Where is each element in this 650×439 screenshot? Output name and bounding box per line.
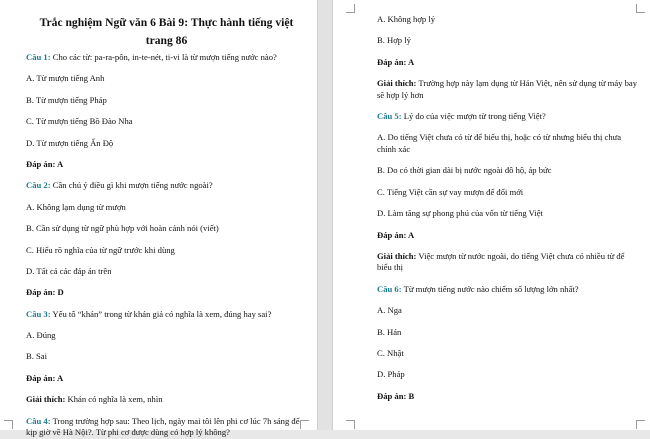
explanation-line (377, 78, 640, 101)
option-line: A. Do tiếng Việt chưa có từ để biểu thị, hoặc có từ nhưng biểu thị chưa chính xác (377, 132, 622, 154)
right-page (332, 0, 650, 430)
explanation-text: Việc mượn từ nước ngoài, do tiếng Việt chưa có nhiều từ để biểu thị (377, 250, 625, 273)
option-line: B. Sai (26, 351, 48, 362)
question-label: Câu 4: (26, 415, 51, 426)
corner-mark (346, 420, 355, 429)
corner-mark (300, 420, 309, 429)
option-line: C. Tiếng Việt cần sự vay mượn để đổi mới (377, 186, 524, 197)
right-content (377, 14, 640, 402)
question-line (26, 416, 307, 439)
answer-line: Đáp án: D (26, 287, 64, 298)
explanation-line (377, 251, 640, 274)
question-text: Cần chú ý điều gì khi mượn tiếng nước ngoài? (50, 180, 213, 191)
option-line: D. Tất cả các đáp án trên (26, 265, 112, 276)
question-label: Câu 1: (26, 52, 51, 62)
option-line: D. Từ mượn tiếng Ấn Độ (26, 137, 114, 148)
option-line: C. Từ mượn tiếng Bồ Đào Nha (26, 116, 133, 127)
answer-line: Đáp án: A (26, 372, 64, 383)
question-text: Lý do của việc mượn từ trong tiếng Việt? (401, 111, 546, 122)
answer-line: Đáp án: A (377, 56, 415, 67)
question-line (26, 309, 307, 321)
explanation-line (26, 394, 307, 406)
answer-line: Đáp án: A (377, 229, 415, 240)
page-title: Trắc nghiệm Ngữ văn 6 Bài 9: Thực hành tiếng việt trang 86 (39, 16, 294, 47)
option-line: B. Từ mượn tiếng Pháp (26, 94, 107, 105)
explanation-text: Khán có nghĩa là xem, nhìn (65, 394, 163, 405)
question-line (377, 284, 640, 296)
option-line: C. Nhật (377, 347, 404, 358)
question-text: Trong trường hợp sau: Theo lịch, ngày mai tôi lên phi cơ lúc 7h sáng để kịp giờ về Hà Nội?. Từ phi cơ được dùng có hợp lý không? (26, 415, 300, 438)
question-line (26, 180, 307, 192)
question-label: Câu 2: (26, 180, 51, 191)
question-line (26, 52, 307, 64)
option-line: B. Do có thời gian dài bị nước ngoài đô hộ, áp bức (377, 165, 552, 176)
explanation-label: Giải thích: (377, 250, 417, 261)
corner-mark (346, 4, 355, 13)
option-line: A. Đúng (26, 330, 56, 341)
question-label: Câu 5: (377, 111, 402, 122)
option-line: A. Không hợp lý (377, 14, 436, 24)
question-text: Yếu tố “khán” trong từ khán giả có nghĩa là xem, đúng hay sai? (50, 308, 272, 319)
option-line: D. Pháp (377, 369, 405, 380)
left-page (0, 0, 318, 438)
explanation-label: Giải thích: (26, 394, 66, 405)
left-content (26, 52, 307, 439)
option-line: B. Hán (377, 326, 402, 337)
explanation-text: Trường hợp này lạm dụng từ Hán Việt, nên sử dụng từ máy bay sẽ hợp lý hơn (377, 78, 638, 100)
question-label: Câu 3: (26, 308, 51, 319)
page-gutter (318, 0, 332, 430)
corner-mark (4, 420, 13, 429)
option-line: B. Hợp lý (377, 35, 411, 46)
option-line: A. Từ mượn tiếng Anh (26, 73, 105, 84)
answer-line: Đáp án: A (26, 158, 64, 169)
question-label: Câu 6: (377, 283, 402, 294)
explanation-label: Giải thích: (377, 78, 417, 89)
option-line: A. Nga (377, 305, 402, 316)
corner-mark (636, 420, 645, 429)
question-text: Cho các từ: pa-ra-pôn, in-te-nét, ti-vi là từ mượn tiếng nước nào? (50, 52, 277, 62)
question-line (377, 111, 640, 123)
answer-line: Đáp án: B (377, 390, 415, 401)
corner-mark (636, 4, 645, 13)
question-text: Từ mượn tiếng nước nào chiếm số lượng lớn nhất? (401, 283, 579, 294)
option-line: D. Làm tăng sự phong phú của vốn từ tiếng Việt (377, 208, 543, 219)
option-line: B. Cần sử dụng từ ngữ phù hợp với hoàn cảnh nói (viết) (26, 223, 219, 234)
option-line: A. Không lạm dụng từ mượn (26, 201, 126, 212)
option-line: C. Hiểu rõ nghĩa của từ ngữ trước khi dùng (26, 244, 175, 255)
